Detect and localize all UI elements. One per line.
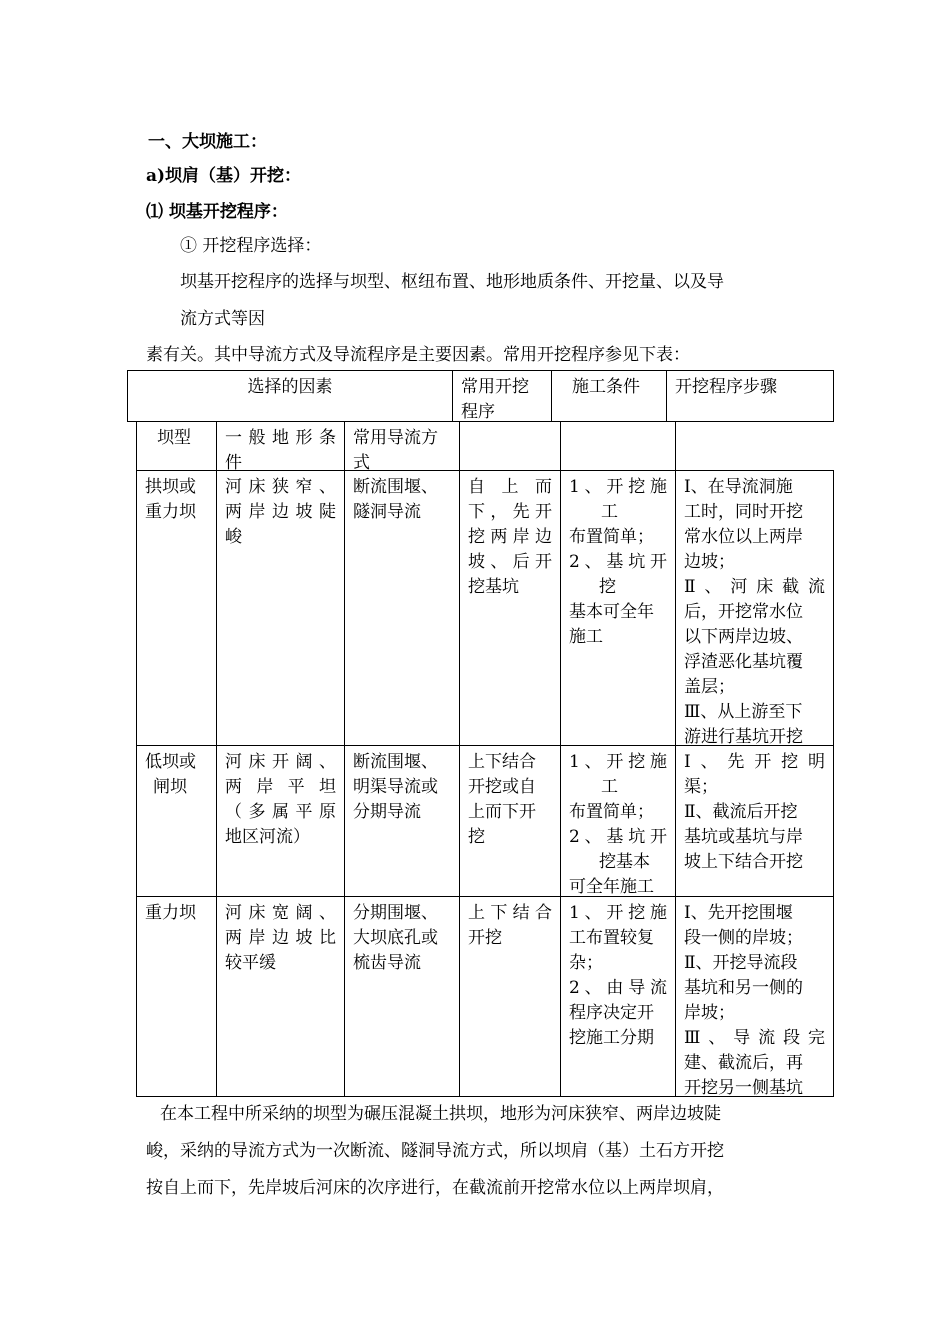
table-row-2-steps — [675, 745, 834, 897]
cell-line: 下，先开 — [468, 502, 552, 522]
cell-line: 河床狭窄、 — [225, 477, 336, 497]
heading-abutment-excavation: a)坝肩（基）开挖： — [146, 166, 302, 186]
cell-line: Ⅰ、在导流洞施 — [684, 477, 793, 497]
cell-line: 2、由导流 — [569, 978, 667, 998]
cell-line: 开挖 — [468, 928, 502, 948]
cell-line: 杂； — [569, 953, 603, 973]
cell-line: 布置简单； — [569, 527, 654, 547]
cell-line: 大坝底孔或 — [353, 928, 438, 948]
cell-line: Ⅱ、河床截流 — [684, 577, 825, 597]
cell-line: 拱坝或 — [145, 477, 196, 497]
intro-line-2: 流方式等因 — [180, 309, 265, 329]
header-empty-cell — [459, 421, 561, 471]
cell-line: 工 — [601, 502, 618, 522]
table-row-3-steps — [675, 896, 834, 1097]
cell-line: 河床宽阔、 — [225, 903, 336, 923]
cell-line: 开挖或自 — [468, 777, 536, 797]
cell-line: 明渠导流或 — [353, 777, 438, 797]
cell-line: 两 岸 平 坦 — [225, 777, 336, 797]
header-common-program-line: 常用开挖 — [461, 377, 529, 397]
cell-line: 段一侧的岸坡； — [684, 928, 803, 948]
table-row-3-dam-type — [136, 896, 217, 1097]
cell-line: 峻 — [225, 527, 242, 547]
table-row-3-conditions — [560, 896, 676, 1097]
header-common-program — [452, 370, 552, 422]
cell-line: 岸坡； — [684, 1003, 735, 1023]
header-conditions-text: 施工条件 — [572, 377, 640, 397]
cell-line: 施工 — [569, 627, 603, 647]
cell-line: 上下结合 — [468, 903, 552, 923]
cell-line: 以下两岸边坡、 — [684, 627, 803, 647]
cell-line: 布置简单； — [569, 802, 654, 822]
header-dam-type — [136, 421, 217, 471]
header-diversion-line: 常用导流方 — [353, 428, 438, 448]
cell-line: 地区河流） — [225, 827, 310, 847]
cell-line: Ⅱ、截流后开挖 — [684, 802, 798, 822]
cell-line: 可全年施工 — [569, 877, 654, 897]
cell-line: 游进行基坑开挖 — [684, 727, 803, 746]
header-diversion-method — [344, 421, 460, 471]
header-selection-factors — [127, 370, 453, 422]
cell-line: 程序决定开 — [569, 1003, 654, 1023]
header-dam-type-text: 坝型 — [157, 428, 191, 448]
cell-line: 自 上 而 — [468, 477, 552, 497]
cell-line: 挖施工分期 — [569, 1028, 654, 1048]
cell-line: 基坑或基坑与岸 — [684, 827, 803, 847]
header-construction-conditions — [551, 370, 667, 422]
table-row-3-diversion — [344, 896, 460, 1097]
cell-line: Ⅰ、先开挖围堰 — [684, 903, 793, 923]
cell-line: 分期导流 — [353, 802, 421, 822]
cell-line: Ⅰ、先开挖明 — [684, 752, 825, 772]
cell-line: 盖层； — [684, 677, 735, 697]
heading-excavation-procedure: ⑴ 坝基开挖程序： — [146, 202, 288, 222]
cell-line: 上下结合 — [468, 752, 536, 772]
cell-line: Ⅲ、从上游至下 — [684, 702, 803, 722]
table-row-3-program — [459, 896, 561, 1097]
cell-line: 断流围堰、 — [353, 477, 438, 497]
header-terrain-line: 一般地形条 — [225, 428, 336, 448]
table-row-1-conditions — [560, 470, 676, 746]
header-terrain-conditions — [216, 421, 345, 471]
cell-line: Ⅱ、开挖导流段 — [684, 953, 798, 973]
cell-line: 两岸边坡比 — [225, 928, 336, 948]
table-row-3-terrain — [216, 896, 345, 1097]
cell-line: 低坝或 — [145, 752, 196, 772]
cell-line: 浮渣恶化基坑覆 — [684, 652, 803, 672]
conclusion-line-1: 在本工程中所采纳的坝型为碾压混凝土拱坝，地形为河床狭窄、两岸边坡陡 — [160, 1104, 721, 1124]
cell-line: 坡、后开 — [468, 552, 552, 572]
cell-line: 2、基坑开 — [569, 827, 667, 847]
cell-line: 1、开挖施 — [569, 477, 667, 497]
header-diversion-line: 式 — [353, 453, 370, 471]
cell-line: 梳齿导流 — [353, 953, 421, 973]
heading-dam-construction: 一、大坝施工： — [148, 132, 267, 152]
intro-line-1: 坝基开挖程序的选择与坝型、枢纽布置、地形地质条件、开挖量、以及导 — [180, 272, 724, 292]
cell-line: 工 — [601, 777, 618, 797]
table-row-2-program — [459, 745, 561, 897]
header-empty-cell — [560, 421, 676, 471]
cell-line: 重力坝 — [145, 903, 196, 923]
cell-line: 断流围堰、 — [353, 752, 438, 772]
cell-line: 上而下开 — [468, 802, 536, 822]
table-row-2-dam-type — [136, 745, 217, 897]
conclusion-line-2: 峻，采纳的导流方式为一次断流、隧洞导流方式，所以坝肩（基）土石方开挖 — [146, 1141, 724, 1161]
table-row-1-dam-type — [136, 470, 217, 746]
table-row-1-terrain — [216, 470, 345, 746]
cell-line: 后，开挖常水位 — [684, 602, 803, 622]
cell-line: 基坑和另一侧的 — [684, 978, 803, 998]
cell-line: 坡上下结合开挖 — [684, 852, 803, 872]
table-row-1-steps — [675, 470, 834, 746]
header-common-program-line: 程序 — [461, 402, 495, 422]
cell-line: 开挖另一侧基坑 — [684, 1078, 803, 1097]
cell-line: 2、基坑开 — [569, 552, 667, 572]
cell-line: 工时，同时开挖 — [684, 502, 803, 522]
cell-line: 较平缓 — [225, 953, 276, 973]
cell-line: 挖两岸边 — [468, 527, 552, 547]
conclusion-line-3: 按自上而下，先岸坡后河床的次序进行，在截流前开挖常水位以上两岸坝肩， — [146, 1178, 724, 1198]
intro-line-3: 素有关。其中导流方式及导流程序是主要因素。常用开挖程序参见下表： — [146, 345, 690, 365]
cell-line: 闸坝 — [153, 777, 187, 797]
cell-line: 1、开挖施 — [569, 752, 667, 772]
cell-line: 挖基本 — [599, 852, 650, 872]
cell-line: 隧洞导流 — [353, 502, 421, 522]
cell-line: 建、截流后，再 — [684, 1053, 803, 1073]
table-row-2-conditions — [560, 745, 676, 897]
header-steps-text: 开挖程序步骤 — [675, 377, 777, 397]
heading-procedure-selection: ① 开挖程序选择： — [180, 236, 322, 256]
cell-line: 挖基坑 — [468, 577, 519, 597]
cell-line: 挖 — [468, 827, 485, 847]
cell-line: 两岸边坡陡 — [225, 502, 336, 522]
table-row-2-diversion — [344, 745, 460, 897]
cell-line: 工布置较复 — [569, 928, 654, 948]
table-row-2-terrain — [216, 745, 345, 897]
cell-line: Ⅲ、导流段完 — [684, 1028, 825, 1048]
cell-line: 挖 — [599, 577, 616, 597]
cell-line: 渠； — [684, 777, 718, 797]
cell-line: 常水位以上两岸 — [684, 527, 803, 547]
cell-line: 基本可全年 — [569, 602, 654, 622]
header-excavation-steps — [666, 370, 834, 422]
cell-line: 重力坝 — [145, 502, 196, 522]
header-selection-factors-text: 选择的因素 — [247, 377, 333, 397]
table-row-1-program — [459, 470, 561, 746]
cell-line: 边坡； — [684, 552, 735, 572]
cell-line: 分期围堰、 — [353, 903, 438, 923]
cell-line: 1、开挖施 — [569, 903, 667, 923]
header-terrain-line: 件 — [225, 453, 242, 471]
cell-line: （多属平原 — [225, 802, 336, 822]
table-row-1-diversion — [344, 470, 460, 746]
cell-line: 河床开阔、 — [225, 752, 336, 772]
